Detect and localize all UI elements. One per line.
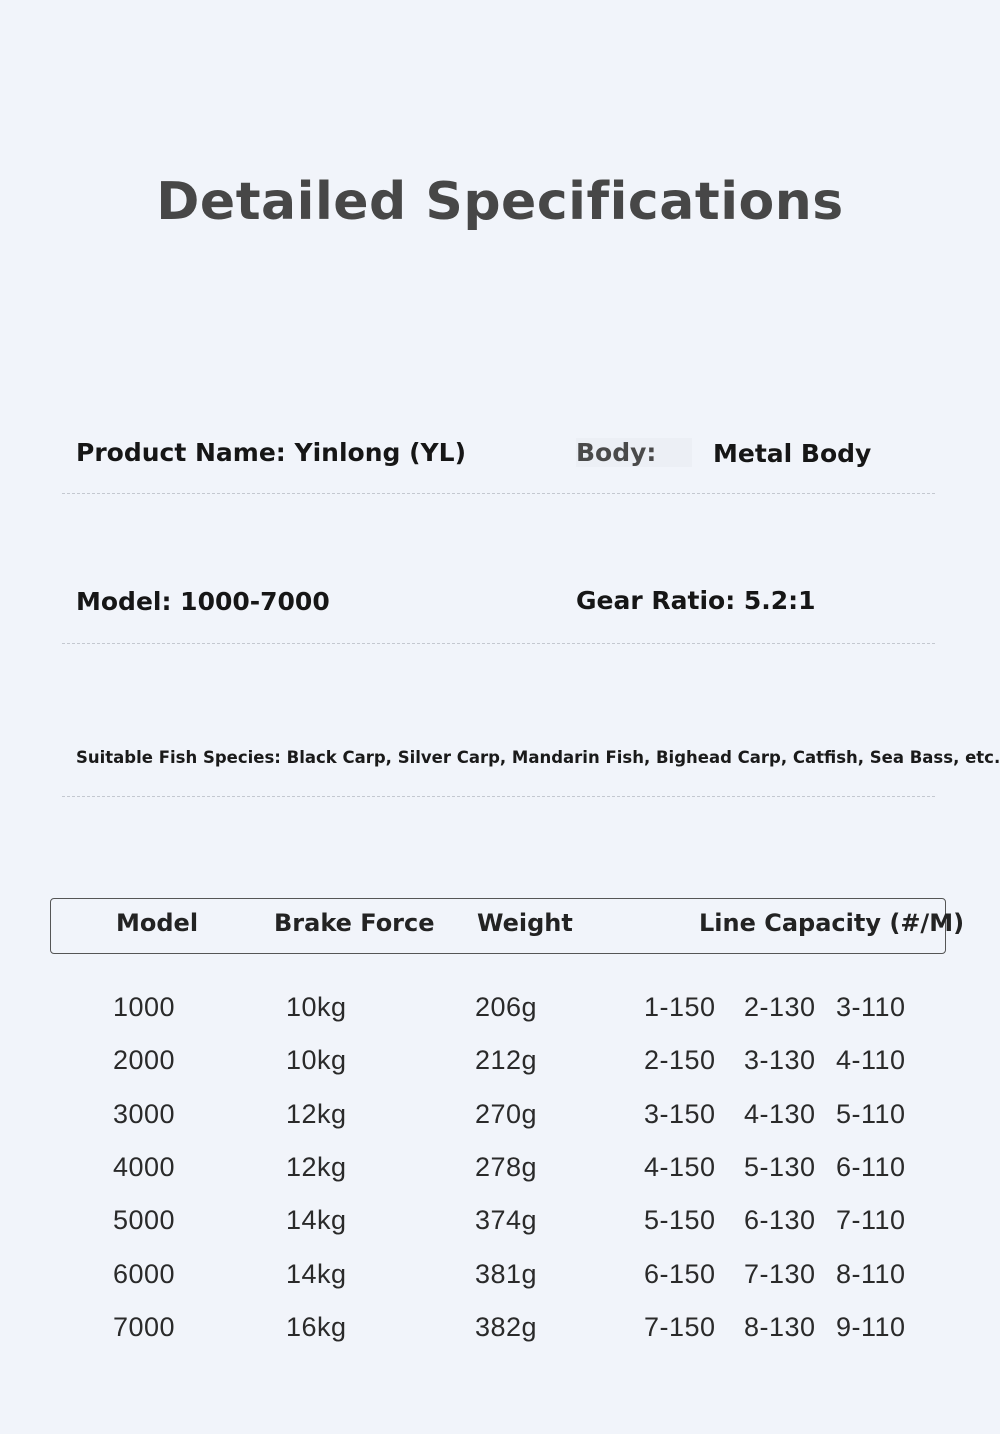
table-row — [0, 1045, 1000, 1085]
cell-capacity-2: 8-130 — [744, 1311, 816, 1342]
divider — [62, 796, 935, 797]
cell-capacity-3: 5-110 — [836, 1098, 906, 1129]
cell-model: 3000 — [113, 1098, 176, 1129]
cell-capacity-2: 2-130 — [744, 992, 816, 1022]
cell-capacity-2: 3-130 — [744, 1045, 816, 1076]
table-row — [0, 1312, 1000, 1352]
cell-model: 6000 — [113, 1258, 176, 1289]
divider — [62, 643, 935, 644]
header-model: Model — [116, 909, 199, 937]
spec-product-name: Product Name: Yinlong (YL) — [76, 438, 466, 467]
table-row — [0, 1152, 1000, 1192]
table-row — [0, 1099, 1000, 1139]
cell-model: 5000 — [113, 1205, 176, 1236]
header-line-capacity: Line Capacity (#/M) — [699, 909, 965, 937]
cell-brake-force: 12kg — [286, 1098, 347, 1129]
cell-capacity-2: 7-130 — [744, 1258, 816, 1289]
spec-gear-ratio: Gear Ratio: 5.2:1 — [576, 586, 816, 615]
cell-capacity-3: 8-110 — [836, 1258, 906, 1289]
cell-brake-force: 10kg — [286, 1045, 347, 1076]
cell-capacity-1: 2-150 — [644, 1045, 716, 1076]
cell-weight: 374g — [475, 1205, 538, 1236]
cell-capacity-3: 9-110 — [836, 1311, 906, 1342]
table-row — [0, 992, 1000, 1032]
cell-brake-force: 12kg — [286, 1151, 347, 1182]
cell-brake-force: 16kg — [286, 1311, 347, 1342]
cell-model: 2000 — [113, 1045, 176, 1076]
cell-model: 7000 — [113, 1311, 176, 1342]
divider — [62, 493, 935, 494]
cell-capacity-2: 4-130 — [744, 1098, 816, 1129]
cell-weight: 382g — [475, 1311, 538, 1342]
spec-body-label: Body: — [576, 438, 692, 467]
cell-brake-force: 10kg — [286, 992, 347, 1022]
cell-capacity-1: 3-150 — [644, 1098, 716, 1129]
cell-capacity-1: 1-150 — [644, 992, 716, 1022]
cell-capacity-2: 5-130 — [744, 1151, 816, 1182]
cell-capacity-3: 6-110 — [836, 1151, 906, 1182]
cell-weight: 381g — [475, 1258, 538, 1289]
cell-capacity-3: 7-110 — [836, 1205, 906, 1236]
cell-capacity-1: 7-150 — [644, 1311, 716, 1342]
cell-capacity-3: 3-110 — [836, 992, 906, 1022]
spec-fish-species: Suitable Fish Species: Black Carp, Silver Carp, Mandarin Fish, Bighead Carp, Catfish, Sea Bass, etc. — [76, 748, 1000, 767]
cell-weight: 270g — [475, 1098, 538, 1129]
cell-brake-force: 14kg — [286, 1205, 347, 1236]
cell-capacity-1: 6-150 — [644, 1258, 716, 1289]
cell-weight: 206g — [475, 992, 538, 1022]
cell-model: 1000 — [113, 992, 176, 1022]
spec-body-value: Metal Body — [713, 439, 872, 468]
page-title: Detailed Specifications — [156, 172, 844, 232]
cell-weight: 212g — [475, 1045, 538, 1076]
header-brake-force: Brake Force — [274, 909, 435, 937]
cell-capacity-1: 4-150 — [644, 1151, 716, 1182]
cell-capacity-3: 4-110 — [836, 1045, 906, 1076]
header-weight: Weight — [477, 909, 573, 937]
cell-brake-force: 14kg — [286, 1258, 347, 1289]
table-row — [0, 1205, 1000, 1245]
table-row — [0, 1259, 1000, 1299]
table-header — [50, 898, 965, 954]
cell-capacity-1: 5-150 — [644, 1205, 716, 1236]
cell-model: 4000 — [113, 1151, 176, 1182]
cell-capacity-2: 6-130 — [744, 1205, 816, 1236]
spec-model: Model: 1000-7000 — [76, 587, 330, 616]
cell-weight: 278g — [475, 1151, 538, 1182]
